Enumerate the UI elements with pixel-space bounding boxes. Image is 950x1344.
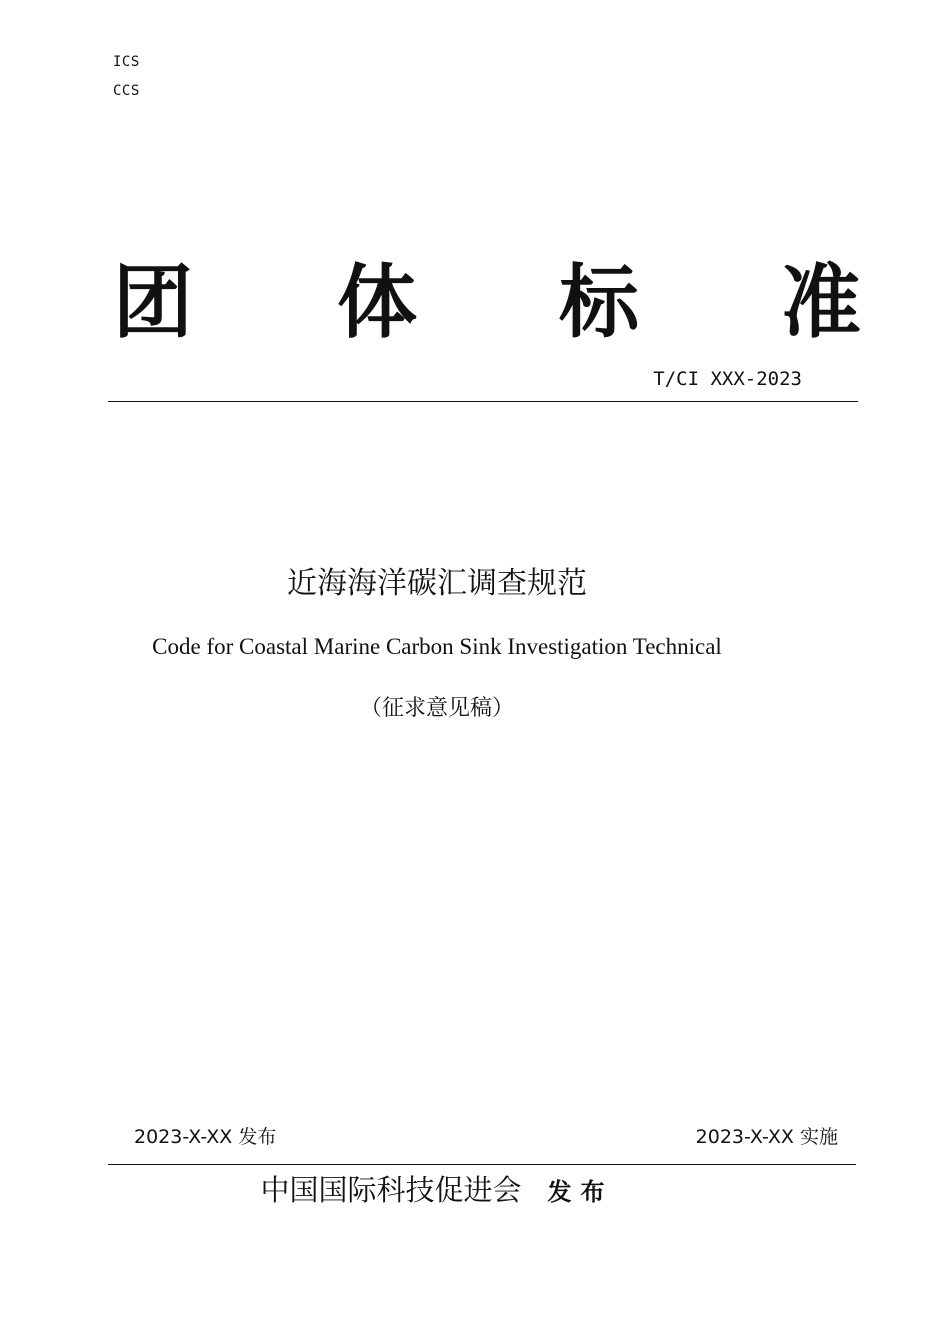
category-char: 准 xyxy=(781,256,861,349)
title-chinese: 近海海洋碳汇调查规范 xyxy=(287,566,587,601)
category-char: 团 xyxy=(113,256,193,349)
issuer-line xyxy=(0,1170,912,1210)
category-char: 体 xyxy=(337,256,417,349)
issuer-name: 中国国际科技促进会 xyxy=(260,1173,522,1207)
ccs-code: CCS xyxy=(113,83,140,99)
ics-code: ICS xyxy=(113,54,140,70)
category-char: 标 xyxy=(559,256,639,349)
bottom-divider xyxy=(108,1164,856,1165)
issuer-action: 发布 xyxy=(547,1178,614,1206)
effective-date: 2023-X-XX 实施 xyxy=(695,1126,838,1148)
standard-number: T/CI XXX-2023 xyxy=(653,368,802,390)
top-divider xyxy=(108,401,858,402)
draft-status: （征求意见稿） xyxy=(359,696,514,721)
title-english: Code for Coastal Marine Carbon Sink Investigation Technical xyxy=(152,634,722,659)
publish-date: 2023-X-XX 发布 xyxy=(134,1126,277,1148)
